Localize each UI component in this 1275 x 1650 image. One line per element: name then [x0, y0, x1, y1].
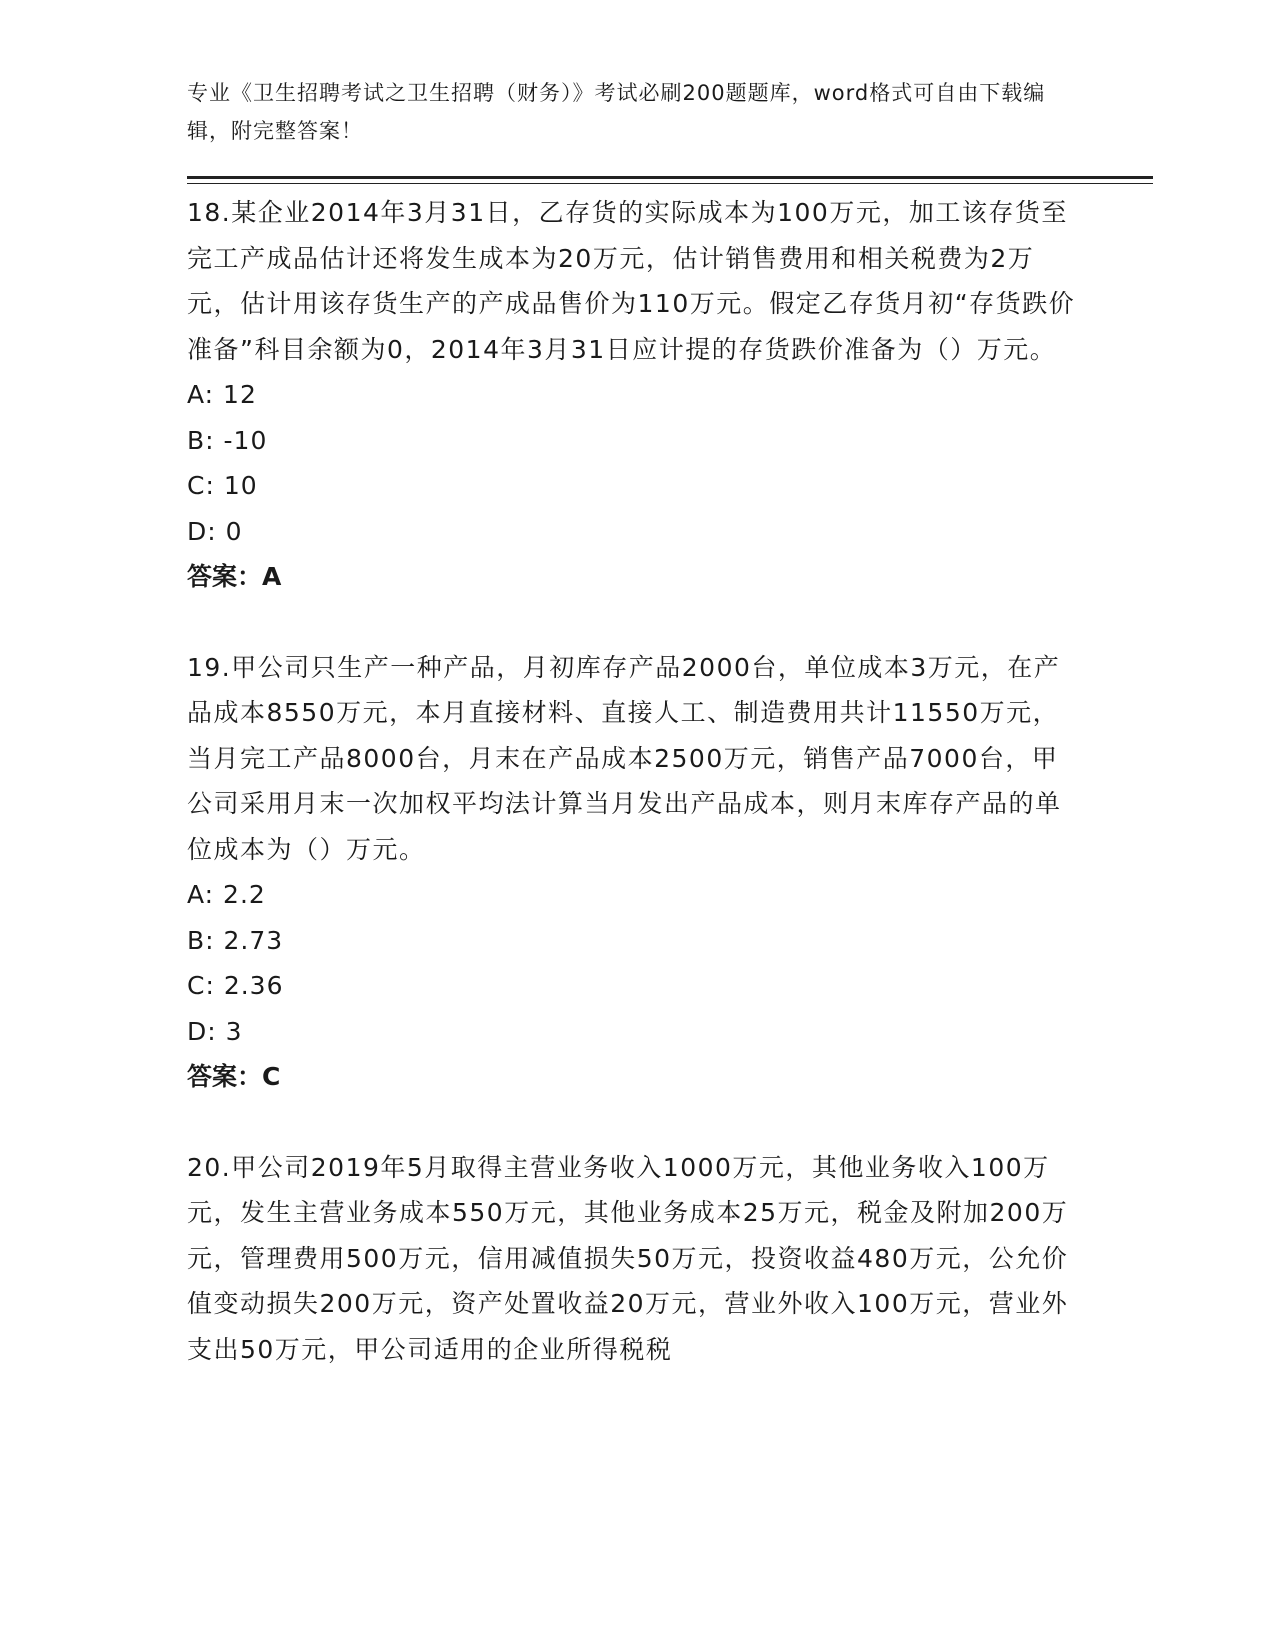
option-c: C: 10 — [187, 471, 258, 500]
question-19 — [187, 645, 1077, 1100]
question-stem: 20.甲公司2019年5月取得主营业务收入1000万元，其他业务收入100万元，发生主营业务成本550万元，其他业务成本25万元，税金及附加200万元，管理费用500万元，信用减值损失50万元，投资收益480万元，公允价值变动损失200万元，资产处置收益20万元，营业外收入100万元，营业外支出50万元，甲公司适用的企业所得税税 — [187, 1152, 1069, 1364]
option-d: D: 3 — [187, 1016, 243, 1046]
header-title: 专业《卫生招聘考试之卫生招聘（财务）》考试必刷200题题库，word格式可自由下载编辑，附完整答案！ — [187, 81, 1046, 143]
option-b: B: -10 — [187, 425, 268, 455]
option-c: C: 2.36 — [187, 971, 284, 1000]
header-divider-thin — [187, 183, 1153, 184]
document-header — [187, 74, 1067, 150]
question-20 — [187, 1145, 1077, 1373]
answer-label: 答案：A — [187, 562, 282, 591]
option-a: A: 12 — [187, 380, 257, 409]
answer-label: 答案：C — [187, 1062, 281, 1091]
option-a: A: 2.2 — [187, 880, 266, 909]
option-b: B: 2.73 — [187, 925, 284, 955]
question-18 — [187, 190, 1077, 600]
option-d: D: 0 — [187, 516, 243, 546]
question-stem: 18.某企业2014年3月31日，乙存货的实际成本为100万元，加工该存货至完工产成品估计还将发生成本为20万元，估计销售费用和相关税费为2万元，估计用该存货生产的产成品售价为110万元。假定乙存货月初“存货跌价准备”科目余额为0，2014年3月31日应计提的存货跌价准备为（）万元。 — [187, 198, 1076, 364]
question-list — [187, 190, 1077, 1417]
header-divider-thick — [187, 176, 1153, 179]
question-stem: 19.甲公司只生产一种产品，月初库存产品2000台，单位成本3万元，在产品成本8550万元，本月直接材料、直接人工、制造费用共计11550万元，当月完工产品8000台，月末在产品成本2500万元，销售产品7000台，甲公司采用月末一次加权平均法计算当月发出产品成本，则月末库存产品的单位成本为（）万元。 — [187, 652, 1062, 864]
